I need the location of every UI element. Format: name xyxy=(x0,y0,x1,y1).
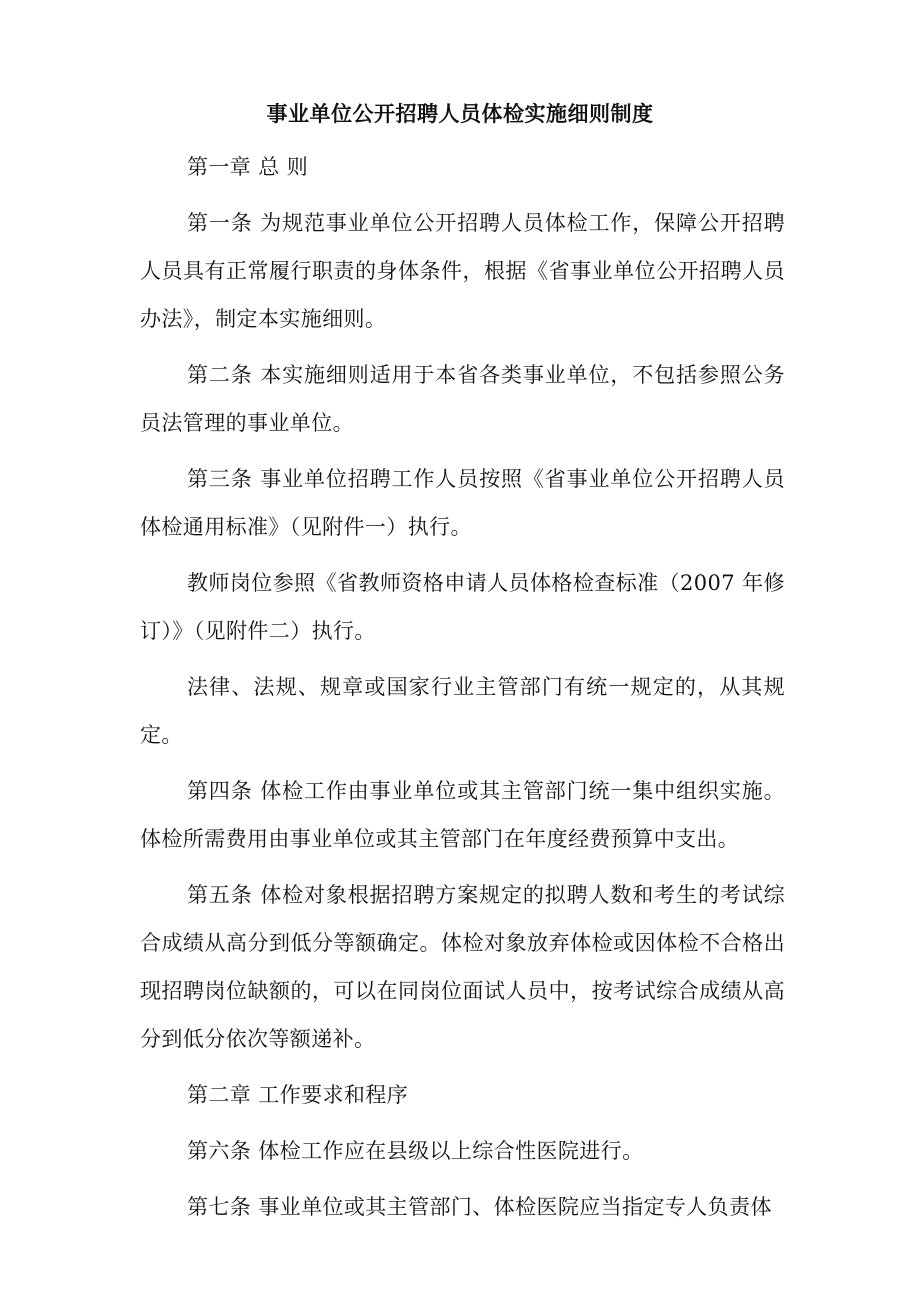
article-6: 第六条 体检工作应在县级以上综合性医院进行。 xyxy=(187,1139,644,1163)
article-3-teacher-clause: 教师岗位参照《省教师资格申请人员体格检查标准（2007 年修订）》（见附件二）执行。 xyxy=(140,571,785,643)
article-3-law-clause: 法律、法规、规章或国家行业主管部门有统一规定的，从其规定。 xyxy=(140,675,785,747)
chapter-heading-1: 第一章 总 则 xyxy=(187,155,309,179)
article-1: 第一条 为规范事业单位公开招聘人员体检工作，保障公开招聘人员具有正常履行职责的身体条件，根据《省事业单位公开招聘人员办法》，制定本实施细则。 xyxy=(140,211,785,331)
article-7: 第七条 事业单位或其主管部门、体检医院应当指定专人负责体 xyxy=(187,1195,772,1219)
document-body xyxy=(140,143,785,1231)
article-3: 第三条 事业单位招聘工作人员按照《省事业单位公开招聘人员体检通用标准》（见附件一）执行。 xyxy=(140,467,785,539)
article-4: 第四条 体检工作由事业单位或其主管部门统一集中组织实施。体检所需费用由事业单位或其主管部门在年度经费预算中支出。 xyxy=(140,779,785,851)
chapter-heading-2: 第二章 工作要求和程序 xyxy=(187,1083,409,1107)
document-title: 事业单位公开招聘人员体检实施细则制度 xyxy=(266,102,654,126)
article-2: 第二条 本实施细则适用于本省各类事业单位，不包括参照公务员法管理的事业单位。 xyxy=(140,363,785,435)
article-5: 第五条 体检对象根据招聘方案规定的拟聘人数和考生的考试综合成绩从高分到低分等额确定。体检对象放弃体检或因体检不合格出现招聘岗位缺额的，可以在同岗位面试人员中，按考试综合成绩从高分到低分依次等额递补。 xyxy=(140,883,785,1051)
